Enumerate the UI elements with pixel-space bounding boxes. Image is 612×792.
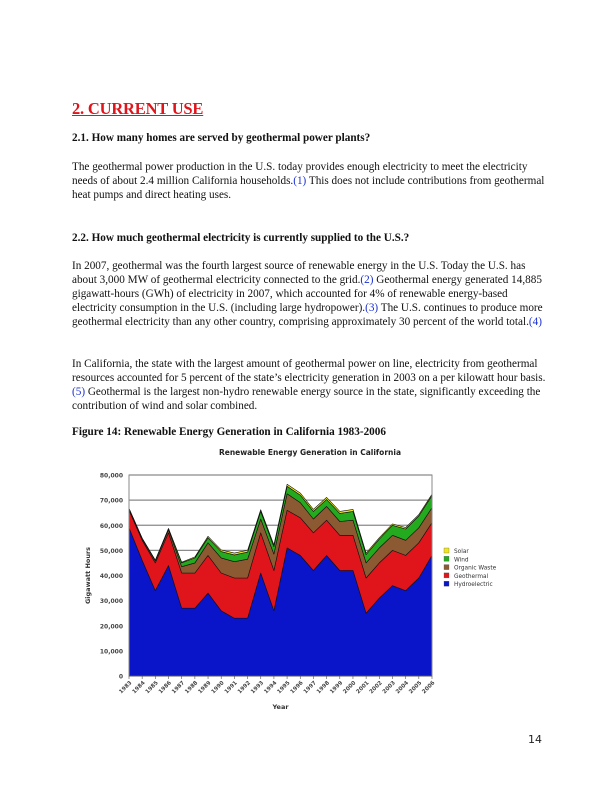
- stacked-area-chart: [80, 440, 540, 712]
- y-tick-label: 0: [118, 673, 123, 681]
- page-number: 14: [528, 733, 542, 746]
- paragraph-us-supply: [72, 259, 548, 329]
- paragraph-homes-served: [72, 160, 548, 202]
- x-tick-label: 1993: [250, 680, 266, 696]
- x-tick-label: 2005: [408, 680, 424, 696]
- legend-item-geothermal: [444, 573, 489, 580]
- chart-title: Renewable Energy Generation in California: [218, 448, 402, 457]
- paragraph-text: The U.S. continues to produce more geothermal electricity than any other country, comprising approximately 30 percent of the world total.: [72, 302, 543, 328]
- x-tick-label: 2006: [421, 680, 437, 696]
- renewable-energy-chart: [80, 440, 540, 712]
- paragraph-text: In 2007, geothermal was the fourth largest source of renewable energy in the U.S. Today the U.S. has about 3,000 MW of geothermal electricity connected to the grid.: [72, 260, 526, 286]
- x-tick-label: 1987: [171, 680, 187, 696]
- y-axis-title: Gigawatt Hours: [84, 546, 92, 605]
- x-tick-label: 1988: [184, 680, 200, 696]
- x-tick-label: 2002: [368, 680, 384, 696]
- x-tick-label: 1986: [157, 680, 173, 696]
- legend-item-hydroelectric: [444, 581, 493, 588]
- y-tick-label: 70,000: [99, 497, 123, 505]
- x-tick-label: 2001: [355, 680, 371, 696]
- figure-caption: Figure 14: Renewable Energy Generation in California 1983-2006: [72, 426, 386, 438]
- y-tick-label: 80,000: [99, 472, 123, 480]
- paragraph-text: This does not include contributions from geothermal heat pumps and direct heating uses.: [72, 175, 545, 201]
- x-tick-label: 1995: [276, 680, 292, 696]
- paragraph-text: The geothermal power production in the U.S. today provides enough electricity to meet the electricity needs of about 2.4 million California households.: [72, 161, 528, 187]
- reference-link[interactable]: (5): [72, 386, 86, 398]
- svg-text:Organic Waste: Organic Waste: [454, 565, 497, 572]
- svg-text:Wind: Wind: [454, 557, 469, 564]
- x-axis-title: Year: [272, 703, 289, 711]
- x-tick-label: 1992: [236, 680, 252, 696]
- legend-item-solar: [444, 548, 469, 555]
- x-tick-label: 1984: [131, 680, 147, 696]
- x-tick-label: 1994: [263, 680, 279, 696]
- reference-link[interactable]: (1): [293, 175, 307, 187]
- x-tick-label: 1997: [302, 680, 318, 696]
- x-tick-label: 1996: [289, 680, 305, 696]
- section-title: 2. CURRENT USE: [72, 99, 204, 118]
- y-tick-label: 60,000: [99, 522, 123, 530]
- x-tick-label: 2003: [381, 680, 397, 696]
- question-heading-2-1: 2.1. How many homes are served by geothermal power plants?: [72, 132, 371, 144]
- x-tick-label: 1989: [197, 680, 213, 696]
- paragraph-california: [72, 357, 548, 413]
- reference-link[interactable]: (3): [365, 302, 379, 314]
- reference-link[interactable]: (4): [528, 316, 542, 328]
- x-tick-label: 2004: [394, 680, 411, 696]
- x-tick-label: 1985: [144, 680, 160, 696]
- paragraph-text: In California, the state with the largest amount of geothermal power on line, electricity from geothermal resources accounted for 5 percent of the state’s electricity generation in 2003 on a per kilowatt hour basis.: [72, 358, 546, 384]
- paragraph-text: Geothermal is the largest non-hydro renewable energy source in the state, significantly exceeding the contribution of wind and solar combined.: [72, 386, 541, 412]
- svg-text:Solar: Solar: [454, 549, 469, 555]
- x-tick-label: 1998: [315, 680, 332, 696]
- y-tick-label: 10,000: [99, 648, 123, 656]
- reference-link[interactable]: (2): [360, 274, 374, 286]
- y-tick-label: 30,000: [99, 598, 123, 606]
- y-tick-label: 20,000: [99, 623, 123, 631]
- y-tick-label: 40,000: [99, 573, 123, 580]
- x-tick-label: 1991: [223, 680, 239, 696]
- svg-text:Hydroelectric: Hydroelectric: [454, 582, 493, 589]
- legend-item-wind: [444, 556, 469, 563]
- question-heading-2-2: 2.2. How much geothermal electricity is currently supplied to the U.S.?: [72, 232, 410, 244]
- legend-item-organic-waste: [444, 565, 497, 572]
- paragraph-text: Geothermal energy generated 14,885 gigawatt-hours (GWh) of electricity in 2007, which accounted for 4% of renewable energy-based electricity consumption in the U.S. (including large hydropower).: [72, 274, 542, 314]
- svg-text:Geothermal: Geothermal: [454, 573, 489, 580]
- x-tick-label: 2000: [342, 680, 358, 696]
- x-tick-label: 1990: [210, 680, 226, 696]
- x-tick-label: 1983: [118, 680, 134, 696]
- x-tick-label: 1999: [329, 680, 345, 696]
- y-tick-label: 50,000: [99, 547, 123, 555]
